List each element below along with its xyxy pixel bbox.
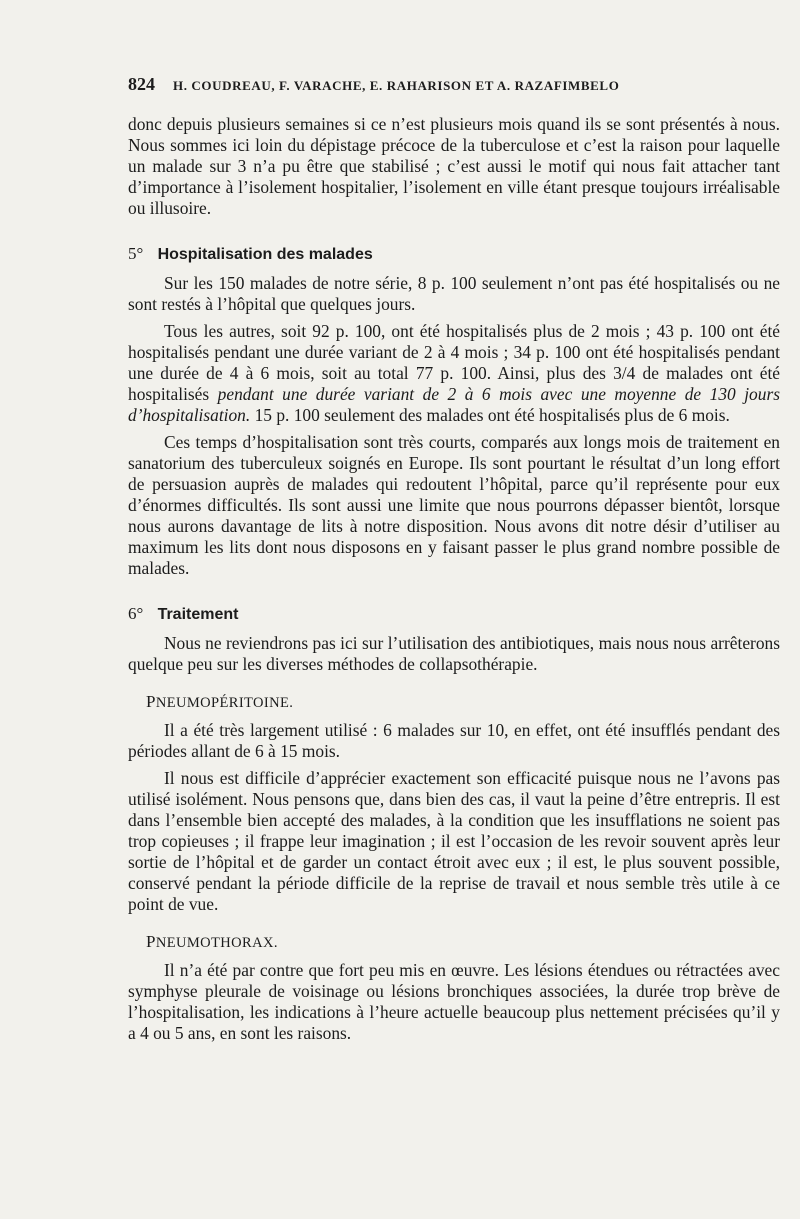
paragraph: Nous ne reviendrons pas ici sur l’utilisation des antibiotiques, mais nous nous arrêterons quelque peu sur les diverses méthodes de collapsothérapie. <box>128 633 780 674</box>
paragraph: Ces temps d’hospitalisation sont très courts, comparés aux longs mois de traitement en sanatorium des tuberculeux soignés en Europe. Ils sont pourtant le résultat d’un long effort de persuasion auprès de malades qui redoutent l’hôpital, parce qu’il représente pour eux d’énormes difficultés. Ils sont aussi une limite que nous pourrons dépasser bientôt, lorsque nous aurons davantage de lits à notre disposition. Nous avons dit notre désir d’utiliser au maximum les lits dont nous disposons en y faisant passer le plus grand nombre possible de malades. <box>128 432 780 578</box>
running-header <box>128 74 780 95</box>
section-5-heading <box>128 243 780 265</box>
section-number: 5° <box>128 244 144 263</box>
page-number: 824 <box>128 74 155 94</box>
author-line: H. COUDREAU, F. VARACHE, E. RAHARISON ET A. RAZAFIMBELO <box>173 78 620 93</box>
section-6-heading <box>128 603 780 625</box>
paragraph: Il nous est difficile d’apprécier exactement son efficacité puisque nous ne l’avons pas utilisé isolément. Nous pensons que, dans bien des cas, il vaut la peine d’être entrepris. Il est dans l’ensemble bien accepté des malades, à la condition que les insufflations ne soient pas trop copieuses ; il frappe leur imagination ; il est l’occasion de les revoir souvent après leur sortie de l’hôpital et de garder un contact étroit avec eux ; il est, le plus souvent possible, conservé pendant la période difficile de la reprise de travail et nous semble très utile à ce point de vue. <box>128 768 780 914</box>
subheading-pneumothorax: PNEUMOTHORAX. <box>146 932 278 951</box>
paragraph-text: 15 p. 100 seulement des malades ont été hospitalisés plus de 6 mois. <box>254 405 730 425</box>
intro-paragraph: donc depuis plusieurs semaines si ce n’est plusieurs mois quand ils se sont présentés à nous. Nous sommes ici loin du dépistage précoce de la tuberculose et c’est la raison pour laquelle un malade sur 3 n’a pu être que stabilisé ; c’est aussi le motif qui nous fait attacher tant d’importance à l’isolement hospitalier, l’isolement en ville étant presque toujours irréalisable ou illusoire. <box>128 114 780 218</box>
section-number: 6° <box>128 604 144 623</box>
section-title: Traitement <box>157 606 239 623</box>
paragraph-text: Tous les autres, soit 92 p. 100, ont été hospitalisés plus de 2 mois ; 43 p. 100 ont été hospitalisés pendant une durée variant de 2 à 4 mois ; 34 p. 100 ont été hospitalisés pendant une durée de 4 à 6 mois, soit au total 77 p. 100. Ainsi, plus des 3/4 de malades ont été hospitalisés <box>128 321 780 404</box>
subheading-pneumoperitoine: PNEUMOPÉRITOINE. <box>146 692 294 711</box>
paragraph: Il n’a été par contre que fort peu mis en œuvre. Les lésions étendues ou rétractées avec symphyse pleurale de voisinage ou lésions bronchiques associées, la durée trop brève de l’hospitalisation, les indications à l’heure actuelle beaucoup plus nettement précisées qu’il y a 4 ou 5 ans, en sont les raisons. <box>128 960 780 1043</box>
article-body <box>128 114 780 1044</box>
paragraph: Il a été très largement utilisé : 6 malades sur 10, en effet, ont été insufflés pendant des périodes allant de 6 à 15 mois. <box>128 720 780 761</box>
paragraph <box>128 321 780 426</box>
emphasis-text: pendant une durée variant de 2 à 6 mois avec une moyenne de 130 jours d’hospitalisation. <box>128 384 780 425</box>
paragraph: Sur les 150 malades de notre série, 8 p. 100 seulement n’ont pas été hospitalisés ou ne sont restés à l’hôpital que quelques jours. <box>128 273 780 314</box>
section-title: Hospitalisation des malades <box>157 246 373 263</box>
